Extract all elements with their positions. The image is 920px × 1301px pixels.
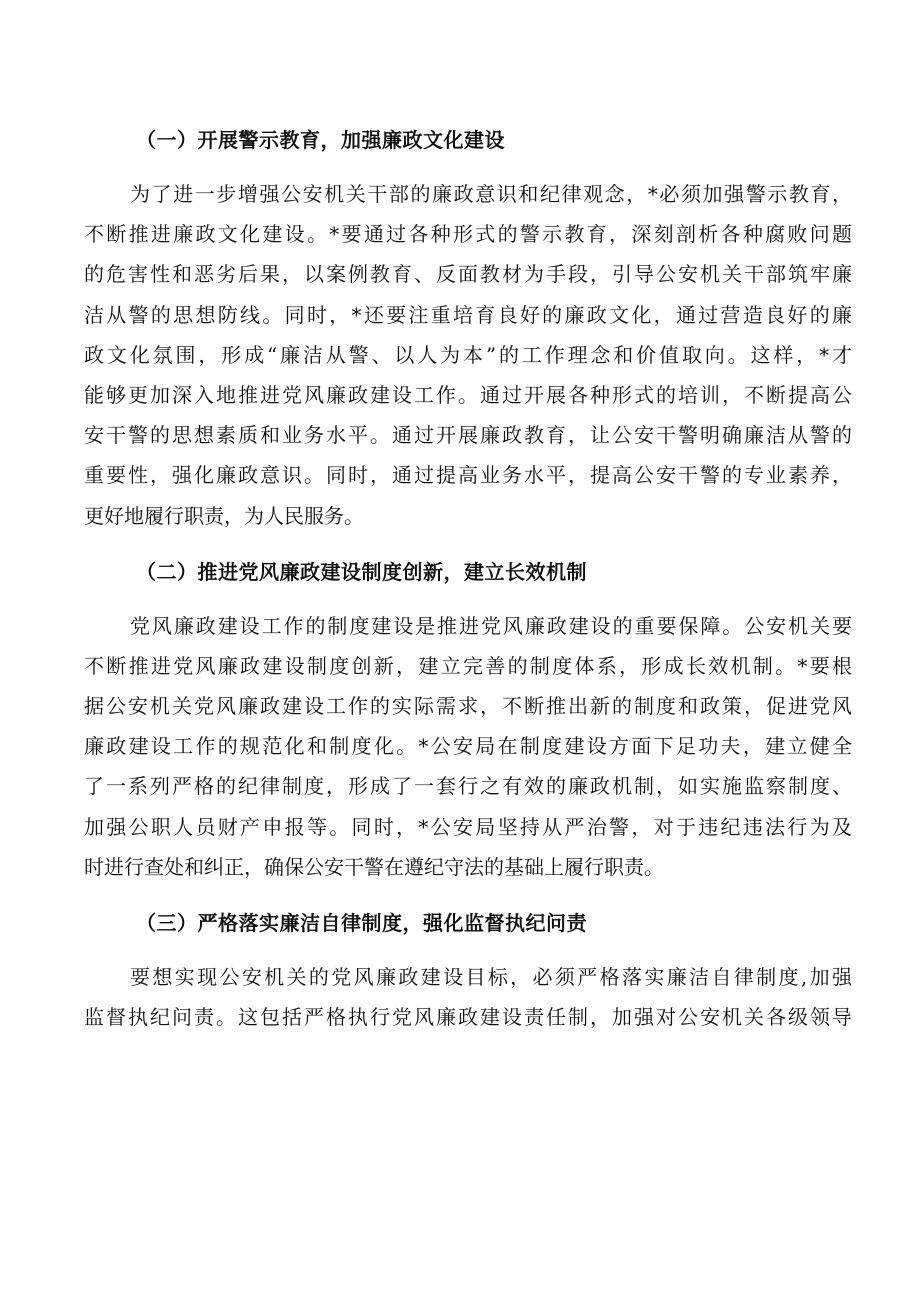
paragraph-line: 时进行查处和纠正，确保公安干警在遵纪守法的基础上履行职责。 bbox=[84, 854, 664, 879]
paragraph-line: 要想实现公安机关的党风廉政建设目标，必须严格落实廉洁自律制度,加强 bbox=[130, 965, 852, 989]
section-heading-2: （二）推进党风廉政建设制度创新，建立长效机制 bbox=[136, 559, 587, 584]
paragraph-line: 洁从警的思想防线。同时，*还要注重培育良好的廉政文化，通过营造良好的廉 bbox=[84, 302, 852, 327]
paragraph-line: 不断推进廉政文化建设。*要通过各种形式的警示教育，深刻剖析各种腐败问题 bbox=[84, 222, 852, 247]
paragraph-line: 的危害性和恶劣后果，以案例教育、反面教材为手段，引导公安机关干部筑牢廉 bbox=[84, 262, 852, 287]
section-heading-3: （三）严格落实廉洁自律制度，强化监督执纪问责 bbox=[136, 911, 587, 935]
paragraph-line: 加强公职人员财产申报等。同时，*公安局坚持从严治警，对于违纪违法行为及 bbox=[84, 814, 852, 839]
section-heading-1: （一）开展警示教育，加强廉政文化建设 bbox=[136, 128, 505, 152]
paragraph-line: 安干警的思想素质和业务水平。通过开展廉政教育，让公安干警明确廉洁从警的 bbox=[84, 423, 852, 448]
section-paragraph-2 bbox=[84, 606, 852, 887]
paragraph-line: 政文化氛围，形成“廉洁从警、以人为本”的工作理念和价值取向。这样，*才 bbox=[84, 342, 852, 367]
paragraph-line: 据公安机关党风廉政建设工作的实际需求，不断推出新的制度和政策，促进党风 bbox=[84, 694, 852, 719]
paragraph-line: 为了进一步增强公安机关干部的廉政意识和纪律观念，*必须加强警示教育， bbox=[130, 182, 852, 206]
paragraph-line: 重要性，强化廉政意识。同时，通过提高业务水平，提高公安干警的专业素养， bbox=[84, 463, 852, 488]
section-paragraph-1 bbox=[84, 174, 852, 536]
section-paragraph-3 bbox=[84, 957, 852, 1037]
paragraph-line: 更好地履行职责，为人民服务。 bbox=[84, 503, 364, 528]
paragraph-line: 廉政建设工作的规范化和制度化。*公安局在制度建设方面下足功夫，建立健全 bbox=[84, 734, 852, 759]
paragraph-line: 党风廉政建设工作的制度建设是推进党风廉政建设的重要保障。公安机关要 bbox=[130, 613, 852, 638]
paragraph-line: 了一系列严格的纪律制度，形成了一套行之有效的廉政机制，如实施监察制度、 bbox=[84, 774, 852, 799]
paragraph-line: 能够更加深入地推进党风廉政建设工作。通过开展各种形式的培训，不断提高公 bbox=[84, 382, 852, 407]
paragraph-line: 不断推进党风廉政建设制度创新，建立完善的制度体系，形成长效机制。*要根 bbox=[84, 653, 852, 678]
document-body bbox=[84, 120, 852, 1053]
paragraph-line: 监督执纪问责。这包括严格执行党风廉政建设责任制，加强对公安机关各级领导 bbox=[84, 1005, 852, 1030]
